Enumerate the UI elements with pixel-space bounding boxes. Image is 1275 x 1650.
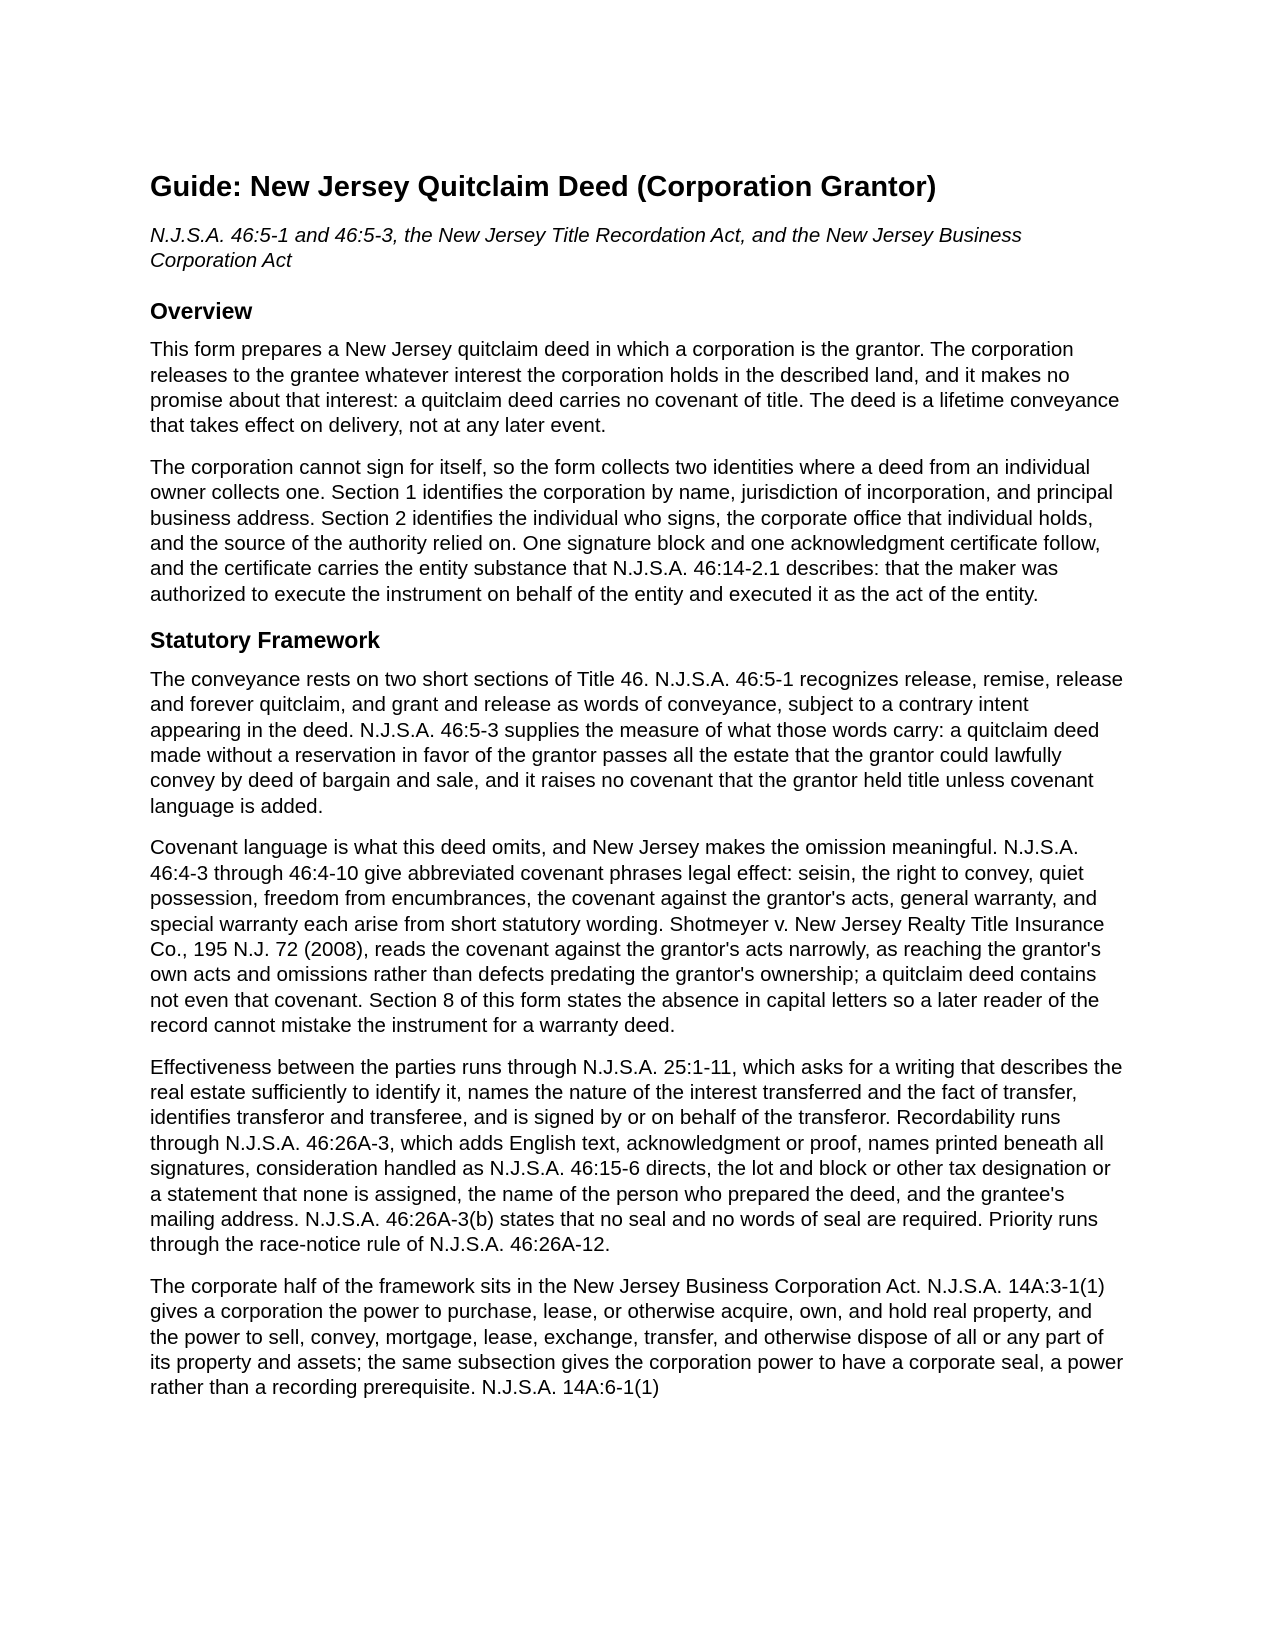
document-page: [150, 170, 1125, 1417]
framework-paragraph: Covenant language is what this deed omits, and New Jersey makes the omission meaningful. N.J.S.A. 46:4-3 through 46:4-10 give abbreviated covenant phrases legal effect: seisin, the right to convey, quiet possession, freedom from encumbrances, the covenant against the grantor's acts, general warranty, and special warranty each arise from short statutory wording. Shotmeyer v. New Jersey Realty Title Insurance Co., 195 N.J. 72 (2008), reads the covenant against the grantor's acts narrowly, as reaching the grantor's own acts and omissions rather than defects predating the grantor's ownership; a quitclaim deed contains not even that covenant. Section 8 of this form states the absence in capital letters so a later reader of the record cannot mistake the instrument for a warranty deed.: [150, 836, 1105, 1038]
overview-paragraph: This form prepares a New Jersey quitclaim deed in which a corporation is the grantor. The corporation releases to the grantee whatever interest the corporation holds in the described land, and it makes no promise about that interest: a quitclaim deed carries no covenant of title. The deed is a lifetime conveyance that takes effect on delivery, not at any later event.: [150, 338, 1120, 438]
document-subtitle: N.J.S.A. 46:5-1 and 46:5-3, the New Jersey Title Recordation Act, and the New Jersey Business Corporation Act: [150, 223, 1022, 273]
overview-paragraph: The corporation cannot sign for itself, so the form collects two identities where a deed from an individual owner collects one. Section 1 identifies the corporation by name, jurisdiction of incorporation, and principal business address. Section 2 identifies the individual who signs, the corporate office that individual holds, and the source of the authority relied on. One signature block and one acknowledgment certificate follow, and the certificate carries the entity substance that N.J.S.A. 46:14-2.1 describes: that the maker was authorized to execute the instrument on behalf of the entity and executed it as the act of the entity.: [150, 455, 1113, 606]
framework-paragraph: The corporate half of the framework sits in the New Jersey Business Corporation Act. N.J.S.A. 14A:3-1(1) gives a corporation the power to purchase, lease, or otherwise acquire, own, and hold real property, and the power to sell, convey, mortgage, lease, exchange, transfer, and otherwise dispose of all or any part of its property and assets; the same subsection gives the corporation power to have a corporate seal, a power rather than a recording prerequisite. N.J.S.A. 14A:6-1(1): [150, 1274, 1124, 1400]
framework-paragraph: Effectiveness between the parties runs through N.J.S.A. 25:1-11, which asks for a writing that describes the real estate sufficiently to identify it, names the nature of the interest transferred and the fact of transfer, identifies transferor and transferee, and is signed by or on behalf of the transferor. Recordability runs through N.J.S.A. 46:26A-3, which adds English text, acknowledgment or proof, names printed beneath all signatures, consideration handled as N.J.S.A. 46:15-6 directs, the lot and block or other tax designation or a statement that none is assigned, the name of the person who prepared the deed, and the grantee's mailing address. N.J.S.A. 46:26A-3(b) states that no seal and no words of seal are required. Priority runs through the race-notice rule of N.J.S.A. 46:26A-12.: [150, 1055, 1123, 1257]
section-heading-statutory-framework: Statutory Framework: [150, 627, 381, 654]
framework-paragraph: The conveyance rests on two short sections of Title 46. N.J.S.A. 46:5-1 recognizes release, remise, release and forever quitclaim, and grant and release as words of conveyance, subject to a contrary intent appearing in the deed. N.J.S.A. 46:5-3 supplies the measure of what those words carry: a quitclaim deed made without a reservation in favor of the grantor passes all the estate that the grantor could lawfully convey by deed of bargain and sale, and it raises no covenant that the grantor held title unless covenant language is added.: [150, 667, 1124, 818]
document-title: Guide: New Jersey Quitclaim Deed (Corporation Grantor): [150, 171, 937, 203]
section-heading-overview: Overview: [150, 297, 253, 324]
